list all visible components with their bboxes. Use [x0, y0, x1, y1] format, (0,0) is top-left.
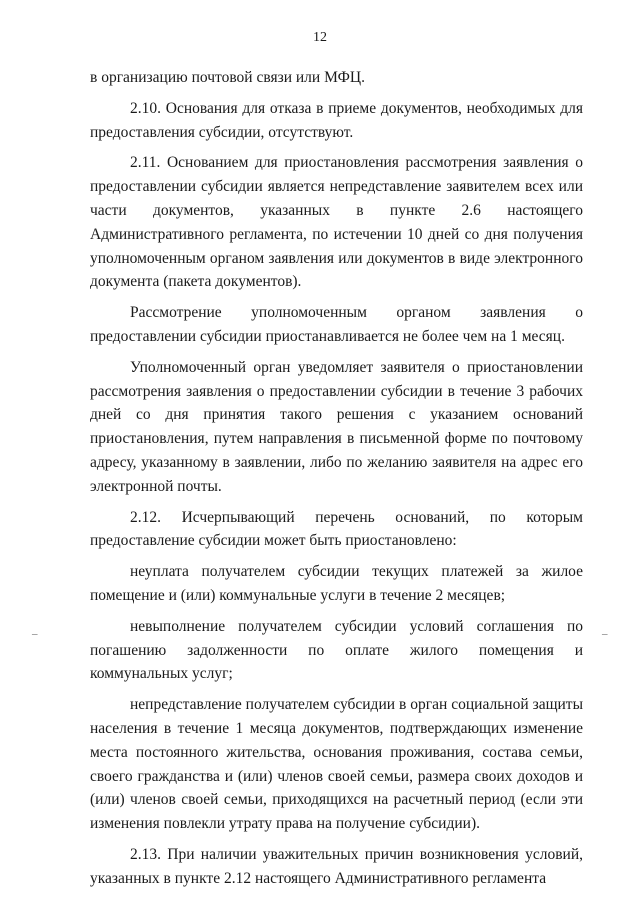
document-body — [90, 66, 583, 898]
paragraph-continuation: в организацию почтовой связи или МФЦ. — [90, 69, 365, 86]
paragraph-notification: Уполномоченный орган уведомляет заявителя о приостановлении рассмотрения заявления о предоставлении субсидии в течение 3 рабочих дней со дня принятия такого решения с указанием оснований приостановления, путем направления в письменной форме по почтовому адресу, указанному в заявлении, либо по желанию заявителя на адрес его электронной почты. — [90, 358, 583, 495]
scan-mark-left: – — [32, 628, 38, 640]
list-item-nonpayment: неуплата получателем субсидии текущих платежей за жилое помещение и (или) коммунальные услуги в течение 2 месяцев; — [90, 563, 583, 604]
page-number: 12 — [313, 30, 327, 45]
paragraph-2-11: 2.11. Основанием для приостановления рассмотрения заявления о предоставлении субсидии является непредставление заявителем всех или части документов, указанных в пункте 2.6 настоящего Административного регламента, по истечении 10 дней со дня получения уполномоченным органом заявления или документов в виде электронного документа (пакета документов). — [90, 154, 583, 291]
paragraph-2-10: 2.10. Основания для отказа в приеме документов, необходимых для предоставления субсидии, отсутствуют. — [90, 99, 583, 141]
scan-mark-right: – — [602, 628, 608, 640]
paragraph-suspension-term: Рассмотрение уполномоченным органом заявления о предоставлении субсидии приостанавливается не более чем на 1 месяц. — [90, 304, 583, 345]
paragraph-2-12: 2.12. Исчерпывающий перечень оснований, по которым предоставление субсидии может быть приостановлено: — [90, 508, 583, 550]
list-item-agreement-breach: невыполнение получателем субсидии условий соглашения по погашению задолженности по оплате жилого помещения и коммунальных услуг; — [90, 617, 583, 683]
list-item-documents-not-submitted: непредставление получателем субсидии в орган социальной защиты населения в течение 1 месяца документов, подтверждающих изменение места постоянного жительства, основания проживания, состава семьи, своего гражданства и (или) членов своей семьи, размера своих доходов и (или) членов своей семьи, приходящихся на расчетный период (если эти изменения повлекли утрату права на получение субсидии). — [90, 696, 583, 833]
paragraph-2-13: 2.13. При наличии уважительных причин возникновения условий, указанных в пункте 2.12 настоящего Административного регламента — [90, 845, 583, 887]
